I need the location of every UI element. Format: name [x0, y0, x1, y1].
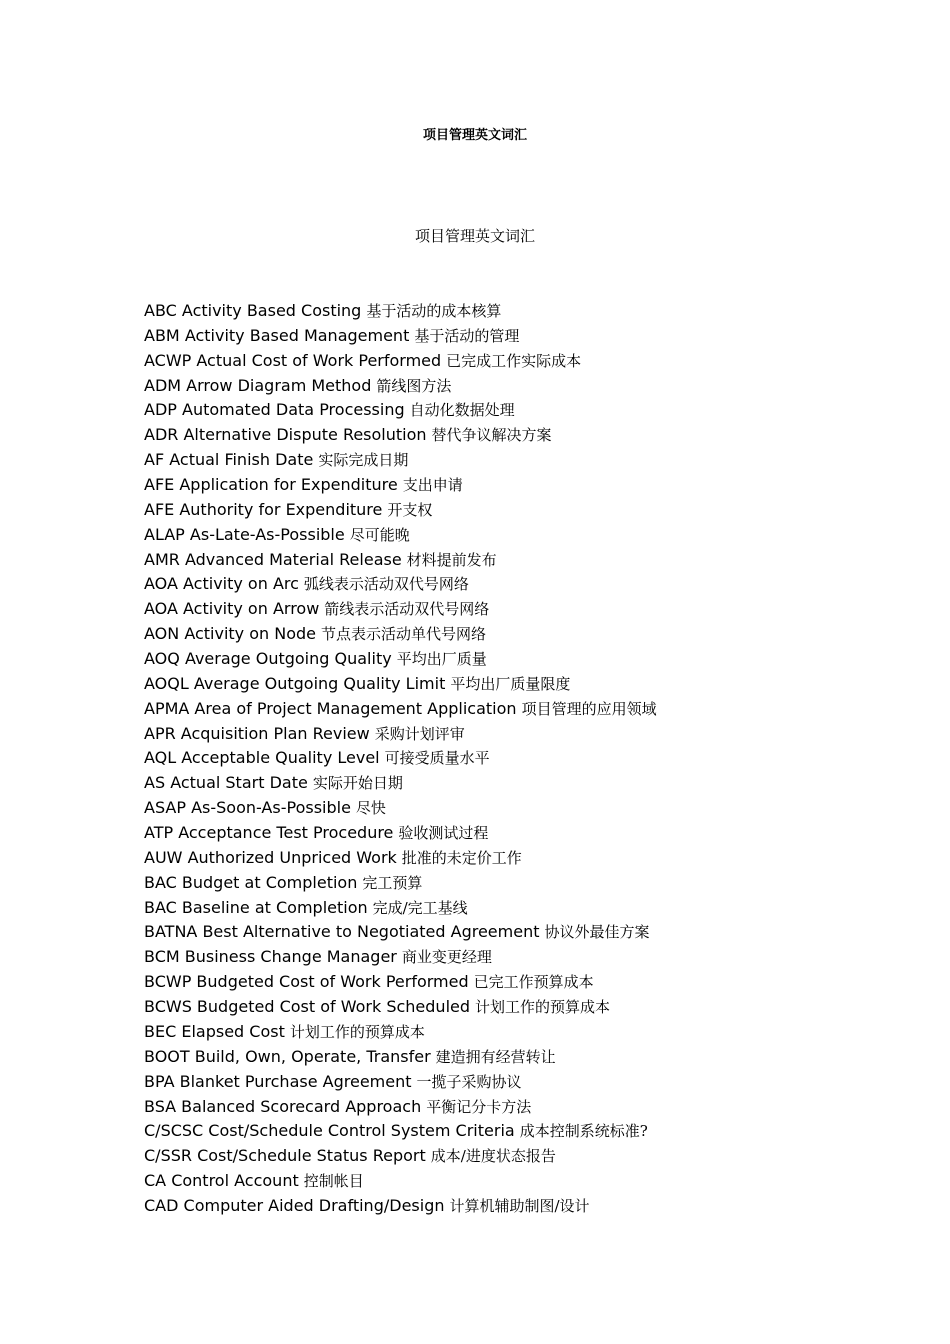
- term-chinese: 完成/完工基线: [372, 898, 468, 917]
- term-english: ABC Activity Based Costing: [144, 301, 362, 320]
- glossary-term: [144, 1095, 844, 1120]
- term-english: BATNA Best Alternative to Negotiated Agreement: [144, 922, 540, 942]
- term-chinese: 支出申请: [402, 476, 463, 495]
- term-english: BOOT Build, Own, Operate, Transfer: [144, 1046, 431, 1066]
- glossary-term: [144, 896, 844, 921]
- term-english: BPA Blanket Purchase Agreement: [144, 1071, 412, 1091]
- glossary-term: [144, 672, 844, 697]
- glossary-term: [144, 423, 844, 448]
- glossary-term: [144, 622, 844, 647]
- term-english: ADR Alternative Dispute Resolution: [144, 425, 427, 445]
- term-chinese: 实际完成日期: [318, 451, 409, 470]
- glossary-term: [144, 1119, 844, 1144]
- term-chinese: 基于活动的管理: [414, 326, 520, 345]
- term-english: ADP Automated Data Processing: [144, 400, 405, 420]
- term-chinese: 替代争议解决方案: [431, 426, 552, 445]
- term-english: ABM Activity Based Management: [144, 325, 410, 345]
- term-chinese: 弧线表示活动双代号网络: [303, 575, 469, 594]
- term-chinese: 尽可能晚: [349, 525, 410, 544]
- term-english: AON Activity on Node: [144, 624, 317, 644]
- glossary-term: [144, 846, 844, 871]
- term-chinese: 箭线图方法: [376, 376, 452, 395]
- term-english: AF Actual Finish Date: [144, 450, 314, 470]
- term-english: APR Acquisition Plan Review: [144, 723, 370, 743]
- term-english: AFE Authority for Expenditure: [144, 499, 383, 519]
- term-english: BSA Balanced Scorecard Approach: [144, 1096, 422, 1116]
- term-chinese: 计算机辅助制图/设计: [449, 1196, 590, 1215]
- term-english: CA Control Account: [144, 1171, 299, 1191]
- term-chinese: 计划工作的预算成本: [289, 1022, 425, 1041]
- glossary-term: [144, 995, 844, 1020]
- glossary-term: [144, 1070, 844, 1095]
- term-chinese: 完工预算: [362, 873, 423, 892]
- glossary-term: [144, 498, 844, 523]
- glossary-term: [144, 1045, 844, 1070]
- glossary-term: [144, 871, 844, 896]
- glossary-term: [144, 448, 844, 473]
- glossary-term: [144, 548, 844, 573]
- term-english: AOQ Average Outgoing Quality: [144, 649, 392, 669]
- term-chinese: 验收测试过程: [398, 824, 489, 843]
- glossary-term: [144, 1194, 844, 1219]
- term-chinese: 建造拥有经营转让: [435, 1047, 556, 1066]
- term-chinese: 节点表示活动单代号网络: [321, 625, 487, 644]
- term-english: ADM Arrow Diagram Method: [144, 375, 372, 395]
- term-english: BCWP Budgeted Cost of Work Performed: [144, 972, 469, 992]
- glossary-term: [144, 473, 844, 498]
- term-english: BAC Baseline at Completion: [144, 897, 368, 917]
- term-chinese: 成本/进度状态报告: [430, 1147, 556, 1166]
- term-chinese: 尽快: [355, 799, 386, 818]
- glossary-term: [144, 722, 844, 747]
- glossary-term-list: [144, 299, 844, 1219]
- term-english: AUW Authorized Unpriced Work: [144, 847, 397, 867]
- term-chinese: 已完工作预算成本: [473, 973, 594, 992]
- glossary-term: [144, 970, 844, 995]
- term-chinese: 已完成工作实际成本: [446, 351, 582, 370]
- term-chinese: 自动化数据处理: [409, 401, 515, 420]
- glossary-term: [144, 920, 844, 945]
- term-chinese: 商业变更经理: [401, 948, 492, 967]
- term-english: ACWP Actual Cost of Work Performed: [144, 350, 442, 370]
- document-title: 项目管理英文词汇: [414, 227, 535, 245]
- term-chinese: 可接受质量水平: [384, 749, 490, 768]
- term-english: CAD Computer Aided Drafting/Design: [144, 1195, 445, 1215]
- term-english: AFE Application for Expenditure: [144, 475, 398, 495]
- term-english: AOQL Average Outgoing Quality Limit: [144, 673, 446, 693]
- term-chinese: 计划工作的预算成本: [475, 998, 611, 1017]
- glossary-term: [144, 647, 844, 672]
- term-english: AOA Activity on Arrow: [144, 599, 320, 619]
- term-english: ASAP As-Soon-As-Possible: [144, 798, 351, 818]
- term-english: AS Actual Start Date: [144, 773, 308, 793]
- term-english: ATP Acceptance Test Procedure: [144, 823, 394, 843]
- glossary-term: [144, 572, 844, 597]
- glossary-term: [144, 374, 844, 399]
- term-chinese: 成本控制系统标准?: [519, 1122, 648, 1141]
- term-english: BCWS Budgeted Cost of Work Scheduled: [144, 997, 471, 1017]
- term-chinese: 一揽子采购协议: [416, 1072, 522, 1091]
- glossary-term: [144, 746, 844, 771]
- glossary-term: [144, 796, 844, 821]
- term-english: AMR Advanced Material Release: [144, 549, 402, 569]
- glossary-term: [144, 349, 844, 374]
- term-english: ALAP As-Late-As-Possible: [144, 524, 345, 544]
- term-english: BAC Budget at Completion: [144, 872, 358, 892]
- term-chinese: 实际开始日期: [312, 774, 403, 793]
- term-chinese: 开支权: [387, 500, 433, 519]
- term-chinese: 材料提前发布: [406, 550, 497, 569]
- glossary-term: [144, 1144, 844, 1169]
- term-chinese: 协议外最佳方案: [544, 923, 650, 942]
- term-english: C/SSR Cost/Schedule Status Report: [144, 1146, 426, 1166]
- glossary-term: [144, 945, 844, 970]
- term-english: APMA Area of Project Management Application: [144, 698, 517, 718]
- term-chinese: 项目管理的应用领域: [521, 699, 657, 718]
- term-english: BEC Elapsed Cost: [144, 1021, 285, 1041]
- glossary-term: [144, 821, 844, 846]
- glossary-term: [144, 398, 844, 423]
- term-english: BCM Business Change Manager: [144, 947, 397, 967]
- glossary-term: [144, 697, 844, 722]
- term-chinese: 基于活动的成本核算: [366, 302, 502, 320]
- term-chinese: 平衡记分卡方法: [426, 1097, 532, 1116]
- term-english: AOA Activity on Arc: [144, 574, 299, 594]
- term-chinese: 箭线表示活动双代号网络: [324, 600, 490, 619]
- term-chinese: 平均出厂质量: [396, 650, 487, 669]
- glossary-term: [144, 1169, 844, 1194]
- glossary-term: [144, 597, 844, 622]
- glossary-term: [144, 523, 844, 548]
- glossary-term: [144, 1020, 844, 1045]
- term-english: C/SCSC Cost/Schedule Control System Criteria: [144, 1121, 515, 1141]
- page-header-title: 项目管理英文词汇: [422, 128, 527, 143]
- term-chinese: 批准的未定价工作: [401, 848, 522, 867]
- term-english: AQL Acceptable Quality Level: [144, 748, 380, 768]
- glossary-term: [144, 771, 844, 796]
- term-chinese: 平均出厂质量限度: [450, 674, 571, 693]
- term-chinese: 采购计划评审: [374, 724, 465, 743]
- glossary-term: [144, 324, 844, 349]
- term-chinese: 控制帐目: [303, 1172, 364, 1191]
- glossary-term: [144, 299, 844, 324]
